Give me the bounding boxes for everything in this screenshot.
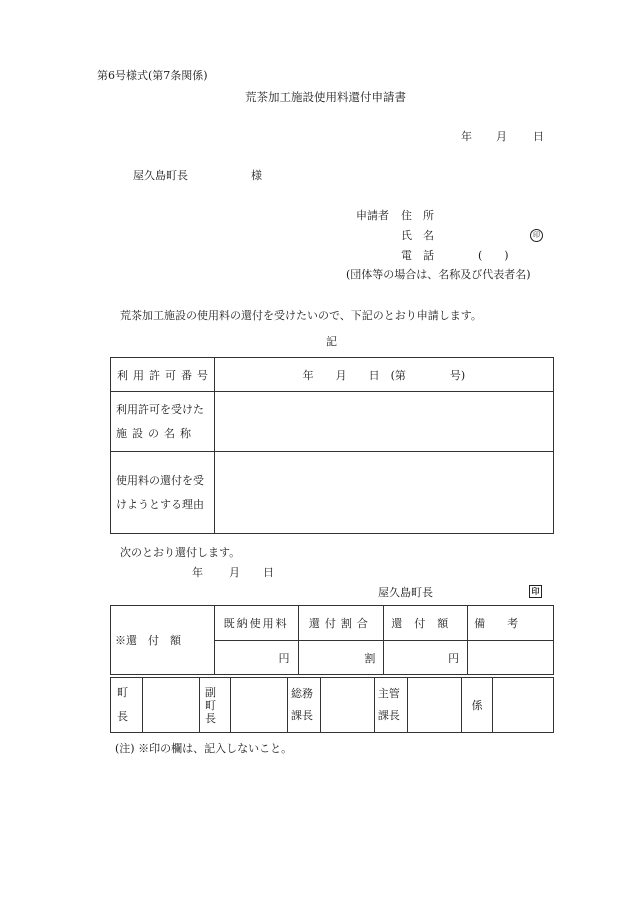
decision-day: 日 [263,566,274,579]
date-day: 日 [533,130,544,143]
intro-text: 荒茶加工施設の使用料の還付を受けたいので、下記のとおり申請します。 [120,309,482,322]
section-chief-stamp-cell[interactable] [408,678,462,733]
applicant-label: 申請者 [356,209,389,222]
paid-fee-header: 既納使用料 [214,606,298,641]
decision-text: 次のとおり還付します。 [120,546,241,559]
permit-number-label: 利用許可番号 [111,358,215,392]
date-month: 月 [496,130,507,143]
footnote: (注) ※印の欄は、記入しないこと。 [115,742,293,755]
date-year: 年 [461,130,472,143]
deputy-mayor-stamp-cell[interactable] [231,678,288,733]
phone-parens: ( ) [478,249,509,262]
refund-reason-field[interactable] [214,452,553,534]
staff-stamp-cell[interactable] [493,678,554,733]
remarks-cell[interactable] [468,641,554,675]
form-number: 第6号様式(第7条関係) [97,69,208,82]
mayor-stamp-cell[interactable] [143,678,200,733]
deputy-mayor-label: 副 町 長 [199,678,230,733]
address-label: 住 所 [401,209,434,222]
form-title: 荒茶加工施設使用料還付申請書 [245,90,406,104]
remarks-header: 備 考 [468,606,554,641]
refund-table [110,605,554,675]
name-label: 氏 名 [401,229,434,242]
paid-fee-cell[interactable]: 円 [214,641,298,675]
addressee-suffix: 様 [251,169,262,182]
seal-icon: 印 [530,227,543,242]
official-seal-icon: 印 [529,584,542,598]
refund-ratio-cell[interactable]: 割 [298,641,384,675]
decision-year: 年 [192,566,203,579]
staff-label: 係 [461,678,492,733]
approval-table [110,677,554,733]
decision-issuer: 屋久島町長 [378,586,433,599]
facility-name-label: 利用許可を受けた 施設の名称 [111,392,215,452]
facility-name-field[interactable] [214,392,553,452]
refund-amount-header: 還付額 [384,606,468,641]
organization-note: (団体等の場合は、名称及び代表者名) [346,268,531,281]
decision-month: 月 [229,566,240,579]
permit-number-value[interactable]: 年 月 日 (第 号) [214,358,553,392]
refund-ratio-header: 還付割合 [298,606,384,641]
refund-amount-cell[interactable]: 円 [384,641,468,675]
refund-reason-label: 使用料の還付を受 けようとする理由 [111,452,215,534]
general-affairs-stamp-cell[interactable] [321,678,375,733]
mayor-label: 町 長 [111,678,143,733]
refund-amount-rowhead: ※還 付 額 [111,606,215,675]
ki-label: 記 [326,335,337,348]
application-table [110,357,554,534]
general-affairs-chief-label: 総務 課長 [287,678,320,733]
addressee: 屋久島町長 [133,169,188,182]
section-chief-label: 主管 課長 [374,678,407,733]
phone-label: 電 話 [401,249,434,262]
